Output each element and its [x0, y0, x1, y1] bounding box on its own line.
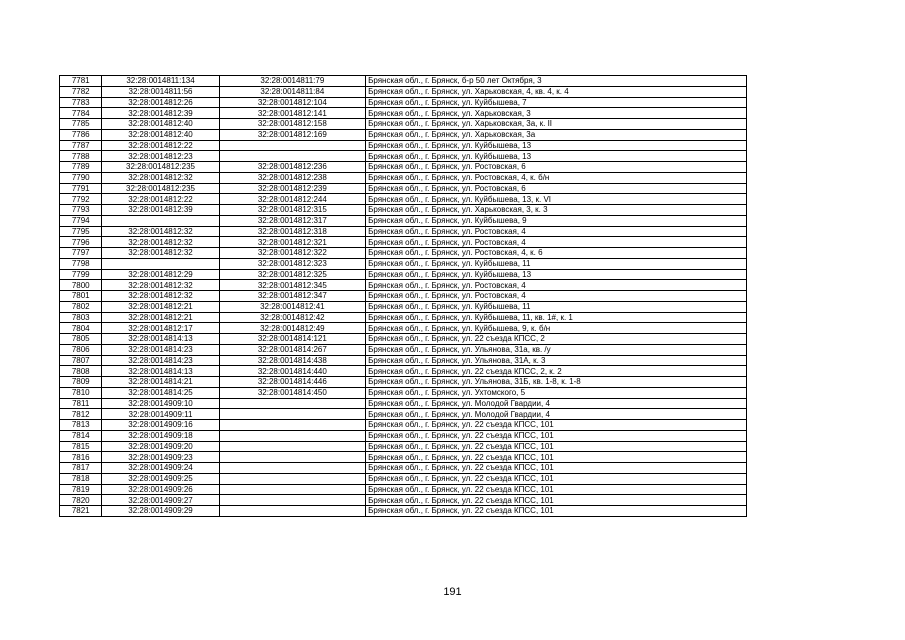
object-cadastral-number-cell	[219, 151, 365, 162]
address-cell: Брянская обл., г. Брянск, ул. Харьковская, 3	[366, 108, 747, 119]
row-number-cell: 7820	[60, 495, 102, 506]
table-row	[60, 97, 747, 108]
cadastral-number-cell: 32:28:0014909:27	[102, 495, 219, 506]
table-row	[60, 140, 747, 151]
address-cell: Брянская обл., г. Брянск, ул. Ростовская, 4, к. б/н	[366, 172, 747, 183]
row-number-cell: 7784	[60, 108, 102, 119]
cadastral-number-cell: 32:28:0014909:18	[102, 430, 219, 441]
row-number-cell: 7803	[60, 312, 102, 323]
table-row	[60, 301, 747, 312]
object-cadastral-number-cell	[219, 484, 365, 495]
cadastral-number-cell: 32:28:0014812:39	[102, 108, 219, 119]
object-cadastral-number-cell: 32:28:0014814:440	[219, 366, 365, 377]
address-cell: Брянская обл., г. Брянск, ул. Молодой Гвардии, 4	[366, 398, 747, 409]
row-number-cell: 7805	[60, 334, 102, 345]
row-number-cell: 7815	[60, 441, 102, 452]
row-number-cell: 7791	[60, 183, 102, 194]
cadastral-number-cell: 32:28:0014812:235	[102, 162, 219, 173]
table-row	[60, 226, 747, 237]
address-cell: Брянская обл., г. Брянск, ул. Харьковская, 3а	[366, 129, 747, 140]
registry-table-body	[60, 76, 747, 517]
address-cell: Брянская обл., г. Брянск, ул. Молодой Гвардии, 4	[366, 409, 747, 420]
object-cadastral-number-cell	[219, 473, 365, 484]
address-cell: Брянская обл., г. Брянск, ул. Куйбышева, 7	[366, 97, 747, 108]
object-cadastral-number-cell: 32:28:0014812:104	[219, 97, 365, 108]
row-number-cell: 7813	[60, 420, 102, 431]
cadastral-number-cell: 32:28:0014811:56	[102, 86, 219, 97]
cadastral-number-cell: 32:28:0014814:13	[102, 366, 219, 377]
object-cadastral-number-cell	[219, 495, 365, 506]
address-cell: Брянская обл., г. Брянск, ул. Куйбышева, 9, к. б/н	[366, 323, 747, 334]
object-cadastral-number-cell: 32:28:0014812:323	[219, 258, 365, 269]
cadastral-number-cell: 32:28:0014909:25	[102, 473, 219, 484]
cadastral-number-cell: 32:28:0014909:11	[102, 409, 219, 420]
object-cadastral-number-cell: 32:28:0014812:42	[219, 312, 365, 323]
table-row	[60, 387, 747, 398]
cadastral-number-cell: 32:28:0014812:40	[102, 119, 219, 130]
address-cell: Брянская обл., г. Брянск, ул. 22 съезда КПСС, 101	[366, 452, 747, 463]
row-number-cell: 7806	[60, 344, 102, 355]
object-cadastral-number-cell: 32:28:0014814:121	[219, 334, 365, 345]
object-cadastral-number-cell: 32:28:0014814:450	[219, 387, 365, 398]
row-number-cell: 7795	[60, 226, 102, 237]
object-cadastral-number-cell: 32:28:0014812:169	[219, 129, 365, 140]
cadastral-number-cell: 32:28:0014909:24	[102, 463, 219, 474]
cadastral-number-cell: 32:28:0014812:32	[102, 172, 219, 183]
row-number-cell: 7786	[60, 129, 102, 140]
row-number-cell: 7797	[60, 248, 102, 259]
row-number-cell: 7792	[60, 194, 102, 205]
row-number-cell: 7790	[60, 172, 102, 183]
table-row	[60, 463, 747, 474]
table-row	[60, 76, 747, 87]
row-number-cell: 7819	[60, 484, 102, 495]
object-cadastral-number-cell	[219, 409, 365, 420]
address-cell: Брянская обл., г. Брянск, ул. Ростовская, 4	[366, 226, 747, 237]
row-number-cell: 7785	[60, 119, 102, 130]
cadastral-number-cell: 32:28:0014909:16	[102, 420, 219, 431]
table-row	[60, 129, 747, 140]
object-cadastral-number-cell	[219, 420, 365, 431]
table-row	[60, 420, 747, 431]
cadastral-number-cell: 32:28:0014812:32	[102, 226, 219, 237]
row-number-cell: 7787	[60, 140, 102, 151]
row-number-cell: 7788	[60, 151, 102, 162]
object-cadastral-number-cell: 32:28:0014811:84	[219, 86, 365, 97]
address-cell: Брянская обл., г. Брянск, ул. Куйбышева, 11, кв. 1#, к. 1	[366, 312, 747, 323]
object-cadastral-number-cell: 32:28:0014812:315	[219, 205, 365, 216]
cadastral-number-cell: 32:28:0014909:10	[102, 398, 219, 409]
table-row	[60, 258, 747, 269]
object-cadastral-number-cell: 32:28:0014812:141	[219, 108, 365, 119]
object-cadastral-number-cell: 32:28:0014812:49	[219, 323, 365, 334]
table-row	[60, 108, 747, 119]
table-row	[60, 366, 747, 377]
page-number: 191	[443, 586, 462, 598]
row-number-cell: 7799	[60, 269, 102, 280]
row-number-cell: 7801	[60, 291, 102, 302]
table-row	[60, 506, 747, 517]
table-row	[60, 452, 747, 463]
address-cell: Брянская обл., г. Брянск, ул. 22 съезда КПСС, 101	[366, 484, 747, 495]
cadastral-number-cell: 32:28:0014909:29	[102, 506, 219, 517]
row-number-cell: 7781	[60, 76, 102, 87]
cadastral-number-cell: 32:28:0014909:20	[102, 441, 219, 452]
table-row	[60, 441, 747, 452]
address-cell: Брянская обл., г. Брянск, ул. Куйбышева, 11	[366, 301, 747, 312]
object-cadastral-number-cell: 32:28:0014812:325	[219, 269, 365, 280]
table-row	[60, 355, 747, 366]
object-cadastral-number-cell	[219, 506, 365, 517]
address-cell: Брянская обл., г. Брянск, ул. Ульянова, 31А, к. 3	[366, 355, 747, 366]
table-row	[60, 495, 747, 506]
address-cell: Брянская обл., г. Брянск, ул. 22 съезда КПСС, 101	[366, 463, 747, 474]
object-cadastral-number-cell: 32:28:0014812:158	[219, 119, 365, 130]
table-row	[60, 291, 747, 302]
table-row	[60, 334, 747, 345]
object-cadastral-number-cell: 32:28:0014812:238	[219, 172, 365, 183]
cadastral-number-cell: 32:28:0014812:17	[102, 323, 219, 334]
cadastral-number-cell	[102, 258, 219, 269]
object-cadastral-number-cell	[219, 463, 365, 474]
cadastral-number-cell	[102, 215, 219, 226]
address-cell: Брянская обл., г. Брянск, ул. Куйбышева, 9	[366, 215, 747, 226]
address-cell: Брянская обл., г. Брянск, ул. Ростовская, 4	[366, 237, 747, 248]
object-cadastral-number-cell	[219, 430, 365, 441]
object-cadastral-number-cell: 32:28:0014814:446	[219, 377, 365, 388]
cadastral-number-cell: 32:28:0014814:23	[102, 355, 219, 366]
row-number-cell: 7783	[60, 97, 102, 108]
row-number-cell: 7818	[60, 473, 102, 484]
row-number-cell: 7816	[60, 452, 102, 463]
table-row	[60, 151, 747, 162]
object-cadastral-number-cell	[219, 452, 365, 463]
table-row	[60, 312, 747, 323]
table-row	[60, 183, 747, 194]
address-cell: Брянская обл., г. Брянск, ул. Харьковская, 3, к. 3	[366, 205, 747, 216]
table-row	[60, 86, 747, 97]
table-row	[60, 248, 747, 259]
object-cadastral-number-cell: 32:28:0014814:438	[219, 355, 365, 366]
cadastral-number-cell: 32:28:0014812:29	[102, 269, 219, 280]
cadastral-number-cell: 32:28:0014812:21	[102, 312, 219, 323]
object-cadastral-number-cell: 32:28:0014812:236	[219, 162, 365, 173]
object-cadastral-number-cell: 32:28:0014812:345	[219, 280, 365, 291]
row-number-cell: 7782	[60, 86, 102, 97]
cadastral-number-cell: 32:28:0014812:32	[102, 248, 219, 259]
address-cell: Брянская обл., г. Брянск, ул. Ростовская, 4	[366, 280, 747, 291]
cadastral-number-cell: 32:28:0014812:235	[102, 183, 219, 194]
address-cell: Брянская обл., г. Брянск, ул. 22 съезда КПСС, 101	[366, 495, 747, 506]
table-row	[60, 377, 747, 388]
row-number-cell: 7814	[60, 430, 102, 441]
address-cell: Брянская обл., г. Брянск, ул. 22 съезда КПСС, 101	[366, 506, 747, 517]
address-cell: Брянская обл., г. Брянск, ул. Ульянова, 31а, кв. /у	[366, 344, 747, 355]
row-number-cell: 7809	[60, 377, 102, 388]
address-cell: Брянская обл., г. Брянск, ул. Куйбышева, 13	[366, 151, 747, 162]
object-cadastral-number-cell: 32:28:0014812:244	[219, 194, 365, 205]
cadastral-number-cell: 32:28:0014812:32	[102, 237, 219, 248]
object-cadastral-number-cell	[219, 140, 365, 151]
address-cell: Брянская обл., г. Брянск, ул. 22 съезда КПСС, 2	[366, 334, 747, 345]
object-cadastral-number-cell: 32:28:0014812:347	[219, 291, 365, 302]
cadastral-number-cell: 32:28:0014812:21	[102, 301, 219, 312]
object-cadastral-number-cell	[219, 441, 365, 452]
row-number-cell: 7798	[60, 258, 102, 269]
object-cadastral-number-cell: 32:28:0014812:322	[219, 248, 365, 259]
row-number-cell: 7800	[60, 280, 102, 291]
table-row	[60, 280, 747, 291]
cadastral-number-cell: 32:28:0014814:23	[102, 344, 219, 355]
cadastral-number-cell: 32:28:0014812:32	[102, 291, 219, 302]
address-cell: Брянская обл., г. Брянск, ул. 22 съезда КПСС, 101	[366, 430, 747, 441]
object-cadastral-number-cell: 32:28:0014812:41	[219, 301, 365, 312]
table-row	[60, 409, 747, 420]
cadastral-number-cell: 32:28:0014812:22	[102, 140, 219, 151]
address-cell: Брянская обл., г. Брянск, ул. 22 съезда КПСС, 2, к. 2	[366, 366, 747, 377]
table-row	[60, 194, 747, 205]
cadastral-number-cell: 32:28:0014812:39	[102, 205, 219, 216]
row-number-cell: 7802	[60, 301, 102, 312]
address-cell: Брянская обл., г. Брянск, ул. Ростовская, 6	[366, 162, 747, 173]
object-cadastral-number-cell: 32:28:0014812:321	[219, 237, 365, 248]
address-cell: Брянская обл., г. Брянск, ул. Куйбышева, 11	[366, 258, 747, 269]
cadastral-number-cell: 32:28:0014909:23	[102, 452, 219, 463]
cadastral-number-cell: 32:28:0014812:22	[102, 194, 219, 205]
row-number-cell: 7810	[60, 387, 102, 398]
row-number-cell: 7812	[60, 409, 102, 420]
cadastral-number-cell: 32:28:0014812:26	[102, 97, 219, 108]
cadastral-number-cell: 32:28:0014814:13	[102, 334, 219, 345]
address-cell: Брянская обл., г. Брянск, ул. Харьковская, 3а, к. II	[366, 119, 747, 130]
address-cell: Брянская обл., г. Брянск, ул. Ухтомского, 5	[366, 387, 747, 398]
row-number-cell: 7804	[60, 323, 102, 334]
table-row	[60, 269, 747, 280]
table-row	[60, 473, 747, 484]
table-row	[60, 430, 747, 441]
object-cadastral-number-cell: 32:28:0014814:267	[219, 344, 365, 355]
object-cadastral-number-cell: 32:28:0014812:318	[219, 226, 365, 237]
address-cell: Брянская обл., г. Брянск, ул. Ростовская, 4, к. 6	[366, 248, 747, 259]
cadastral-number-cell: 32:28:0014909:26	[102, 484, 219, 495]
table-row	[60, 215, 747, 226]
cadastral-number-cell: 32:28:0014812:32	[102, 280, 219, 291]
cadastral-number-cell: 32:28:0014811:134	[102, 76, 219, 87]
row-number-cell: 7817	[60, 463, 102, 474]
row-number-cell: 7794	[60, 215, 102, 226]
row-number-cell: 7793	[60, 205, 102, 216]
address-cell: Брянская обл., г. Брянск, ул. Куйбышева, 13	[366, 269, 747, 280]
address-cell: Брянская обл., г. Брянск, ул. Ульянова, 31Б, кв. 1-8, к. 1-8	[366, 377, 747, 388]
object-cadastral-number-cell: 32:28:0014811:79	[219, 76, 365, 87]
table-row	[60, 398, 747, 409]
row-number-cell: 7789	[60, 162, 102, 173]
row-number-cell: 7796	[60, 237, 102, 248]
address-cell: Брянская обл., г. Брянск, ул. Харьковская, 4, кв. 4, к. 4	[366, 86, 747, 97]
address-cell: Брянская обл., г. Брянск, ул. 22 съезда КПСС, 101	[366, 473, 747, 484]
table-row	[60, 237, 747, 248]
address-cell: Брянская обл., г. Брянск, ул. 22 съезда КПСС, 101	[366, 420, 747, 431]
cadastral-number-cell: 32:28:0014814:21	[102, 377, 219, 388]
table-row	[60, 162, 747, 173]
cadastral-number-cell: 32:28:0014814:25	[102, 387, 219, 398]
table-row	[60, 119, 747, 130]
object-cadastral-number-cell: 32:28:0014812:239	[219, 183, 365, 194]
table-row	[60, 323, 747, 334]
table-row	[60, 484, 747, 495]
cadastral-number-cell: 32:28:0014812:23	[102, 151, 219, 162]
cadastral-number-cell: 32:28:0014812:40	[102, 129, 219, 140]
row-number-cell: 7808	[60, 366, 102, 377]
object-cadastral-number-cell	[219, 398, 365, 409]
address-cell: Брянская обл., г. Брянск, ул. Куйбышева, 13, к. VI	[366, 194, 747, 205]
row-number-cell: 7807	[60, 355, 102, 366]
object-cadastral-number-cell: 32:28:0014812:317	[219, 215, 365, 226]
address-cell: Брянская обл., г. Брянск, ул. Ростовская, 4	[366, 291, 747, 302]
table-row	[60, 344, 747, 355]
row-number-cell: 7811	[60, 398, 102, 409]
table-row	[60, 172, 747, 183]
address-cell: Брянская обл., г. Брянск, б-р 50 лет Октября, 3	[366, 76, 747, 87]
address-cell: Брянская обл., г. Брянск, ул. Ростовская, 6	[366, 183, 747, 194]
table-row	[60, 205, 747, 216]
registry-table	[59, 75, 747, 517]
address-cell: Брянская обл., г. Брянск, ул. Куйбышева, 13	[366, 140, 747, 151]
address-cell: Брянская обл., г. Брянск, ул. 22 съезда КПСС, 101	[366, 441, 747, 452]
row-number-cell: 7821	[60, 506, 102, 517]
